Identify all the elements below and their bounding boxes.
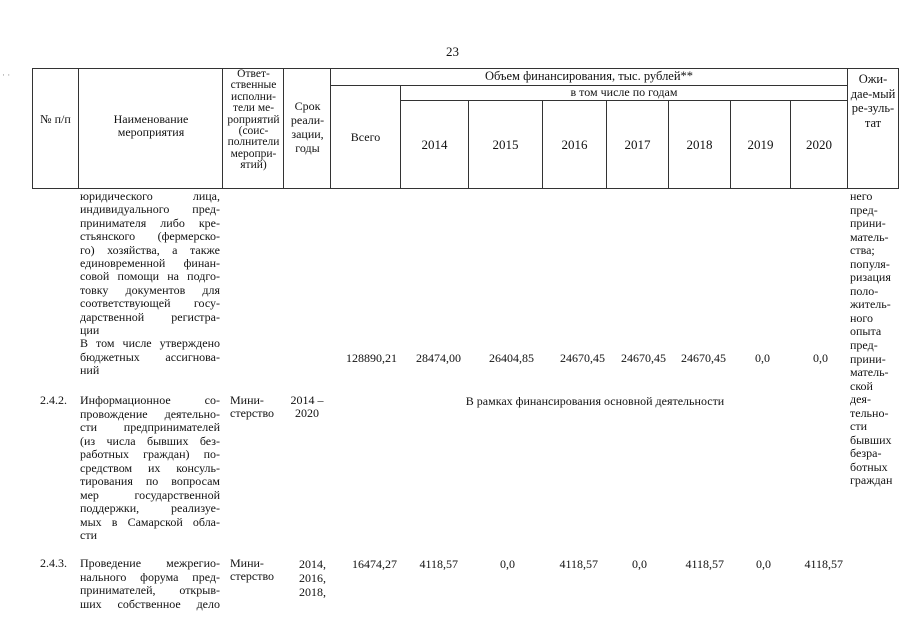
scan-artifact: · ·	[2, 70, 11, 80]
page-number: 23	[446, 44, 459, 59]
header-year: 2016	[561, 137, 588, 152]
header-year: 2017	[624, 137, 651, 152]
row-responsible	[230, 557, 282, 584]
header-year: 2018	[686, 137, 713, 152]
text-line: матель-	[850, 229, 889, 244]
text-line: совой помощи на подго-	[80, 269, 220, 284]
result-cell	[850, 190, 902, 488]
cell-value: 4118,57	[419, 557, 458, 571]
cell-value: 0,0	[500, 557, 515, 571]
text-line: 2014 –	[290, 393, 324, 407]
text-line: опыта	[850, 324, 882, 339]
text-line: 2014,	[299, 557, 326, 571]
cell-value: 4118,57	[804, 557, 843, 571]
row-number: 2.4.2.	[40, 393, 67, 407]
header-responsible: Ответ-ственные исполни-тели ме-роприятий (соис-полнители меропри-ятий)	[227, 68, 280, 172]
text-line: Мини-	[230, 556, 264, 570]
text-line: стерство	[230, 569, 275, 584]
row-name-cell	[80, 557, 220, 611]
text-line: юридического лица,	[80, 189, 220, 203]
text-line: ции	[80, 323, 100, 338]
row-number: 2.4.3.	[40, 556, 67, 570]
cell-value: 26404,85	[489, 351, 534, 365]
header-total: Всего	[350, 130, 381, 144]
funding-note: В рамках финансирования основной деятельности	[465, 394, 725, 408]
text-line: ний	[80, 363, 100, 378]
text-line: сти	[80, 528, 97, 542]
text-line: 2020	[295, 406, 319, 421]
text-line: провождение деятельно-	[80, 406, 220, 421]
text-line: стерство	[230, 406, 275, 421]
text-line: товку документов для	[80, 282, 220, 297]
text-line: 2016,	[299, 571, 326, 585]
cell-value: 24670,45	[560, 351, 605, 365]
header-year: 2014	[421, 137, 448, 152]
text-line: сти предпринимателей	[80, 420, 220, 434]
text-line: принимателя либо кре-	[80, 215, 220, 230]
text-line: В том числе утверждено	[80, 336, 220, 351]
continued-name-cell	[80, 190, 220, 378]
row-term	[284, 557, 326, 599]
header-funding: Объем финансирования, тыс. рублей**	[484, 69, 694, 83]
text-line: единовременной финан-	[80, 256, 220, 271]
text-line: принимателей, открыв-	[80, 583, 220, 597]
text-line: прини-	[850, 351, 886, 366]
text-line: бюджетных ассигнова-	[80, 349, 220, 364]
text-line: граждан	[850, 473, 893, 488]
text-line: стьянского (фермерско-	[80, 229, 220, 244]
text-line: соответствующей госу-	[80, 296, 220, 311]
text-line: тельно-	[850, 405, 889, 420]
cell-value: 4118,57	[685, 557, 724, 571]
header-num: № п/п	[40, 112, 71, 126]
cell-total: 16474,27	[352, 557, 397, 571]
text-line: популя-	[850, 256, 890, 271]
text-line: него	[850, 189, 873, 203]
text-line: матель-	[850, 365, 889, 380]
header-year: 2020	[806, 137, 832, 152]
text-line: ших собственное дело	[80, 596, 220, 611]
header-result: Ожи-дае-мый ре-зуль-тат	[850, 72, 896, 130]
header-year: 2015	[492, 137, 519, 152]
text-line: безра-	[850, 446, 882, 461]
text-line: ботных	[850, 459, 888, 474]
row-term	[284, 394, 330, 421]
text-line: житель-	[850, 297, 891, 312]
header-year: 2019	[747, 137, 774, 152]
text-line: прини-	[850, 216, 886, 231]
text-line: ства;	[850, 243, 875, 258]
text-line: дарственной регистра-	[80, 309, 220, 324]
text-line: тирования по вопросам	[80, 474, 220, 488]
text-line: поддержки, реализуе-	[80, 501, 220, 515]
text-line: мых в Самарской обла-	[80, 514, 220, 529]
cell-value: 28474,00	[416, 351, 461, 365]
text-line: ризация	[850, 270, 891, 285]
text-line: работных граждан) по-	[80, 447, 220, 461]
text-line: нального форума пред-	[80, 569, 220, 584]
text-line: пред-	[850, 202, 878, 217]
cell-value: 24670,45	[621, 351, 666, 365]
row-name-cell	[80, 394, 220, 543]
text-line: пред-	[850, 338, 878, 353]
text-line: мер государственной	[80, 487, 220, 502]
cell-value: 0,0	[755, 351, 770, 365]
text-line: дея-	[850, 392, 871, 407]
cell-value: 4118,57	[559, 557, 598, 571]
header-name: Наименование мероприятия	[113, 112, 189, 139]
text-line: (из числа бывших без-	[80, 433, 220, 448]
cell-value: 0,0	[756, 557, 771, 571]
header-term: Срок реали-зации, годы	[290, 99, 325, 155]
cell-value: 0,0	[813, 351, 828, 365]
cell-total: 128890,21	[346, 351, 397, 365]
cell-value: 0,0	[632, 557, 647, 571]
row-responsible	[230, 394, 282, 421]
text-line: сти	[850, 419, 867, 434]
text-line: поло-	[850, 283, 879, 298]
text-line: бывших	[850, 432, 892, 447]
text-line: ской	[850, 378, 873, 393]
text-line: го) хозяйства, а также	[80, 242, 220, 257]
text-line: ного	[850, 310, 874, 325]
text-line: Мини-	[230, 393, 264, 407]
text-line: Проведение межрегио-	[80, 556, 220, 570]
text-line: индивидуального пред-	[80, 202, 220, 217]
text-line: Информационное со-	[80, 393, 220, 407]
header-by-years: в том числе по годам	[570, 85, 678, 99]
cell-value: 24670,45	[681, 351, 726, 365]
text-line: средством их консуль-	[80, 460, 220, 475]
text-line: 2018,	[299, 585, 326, 599]
